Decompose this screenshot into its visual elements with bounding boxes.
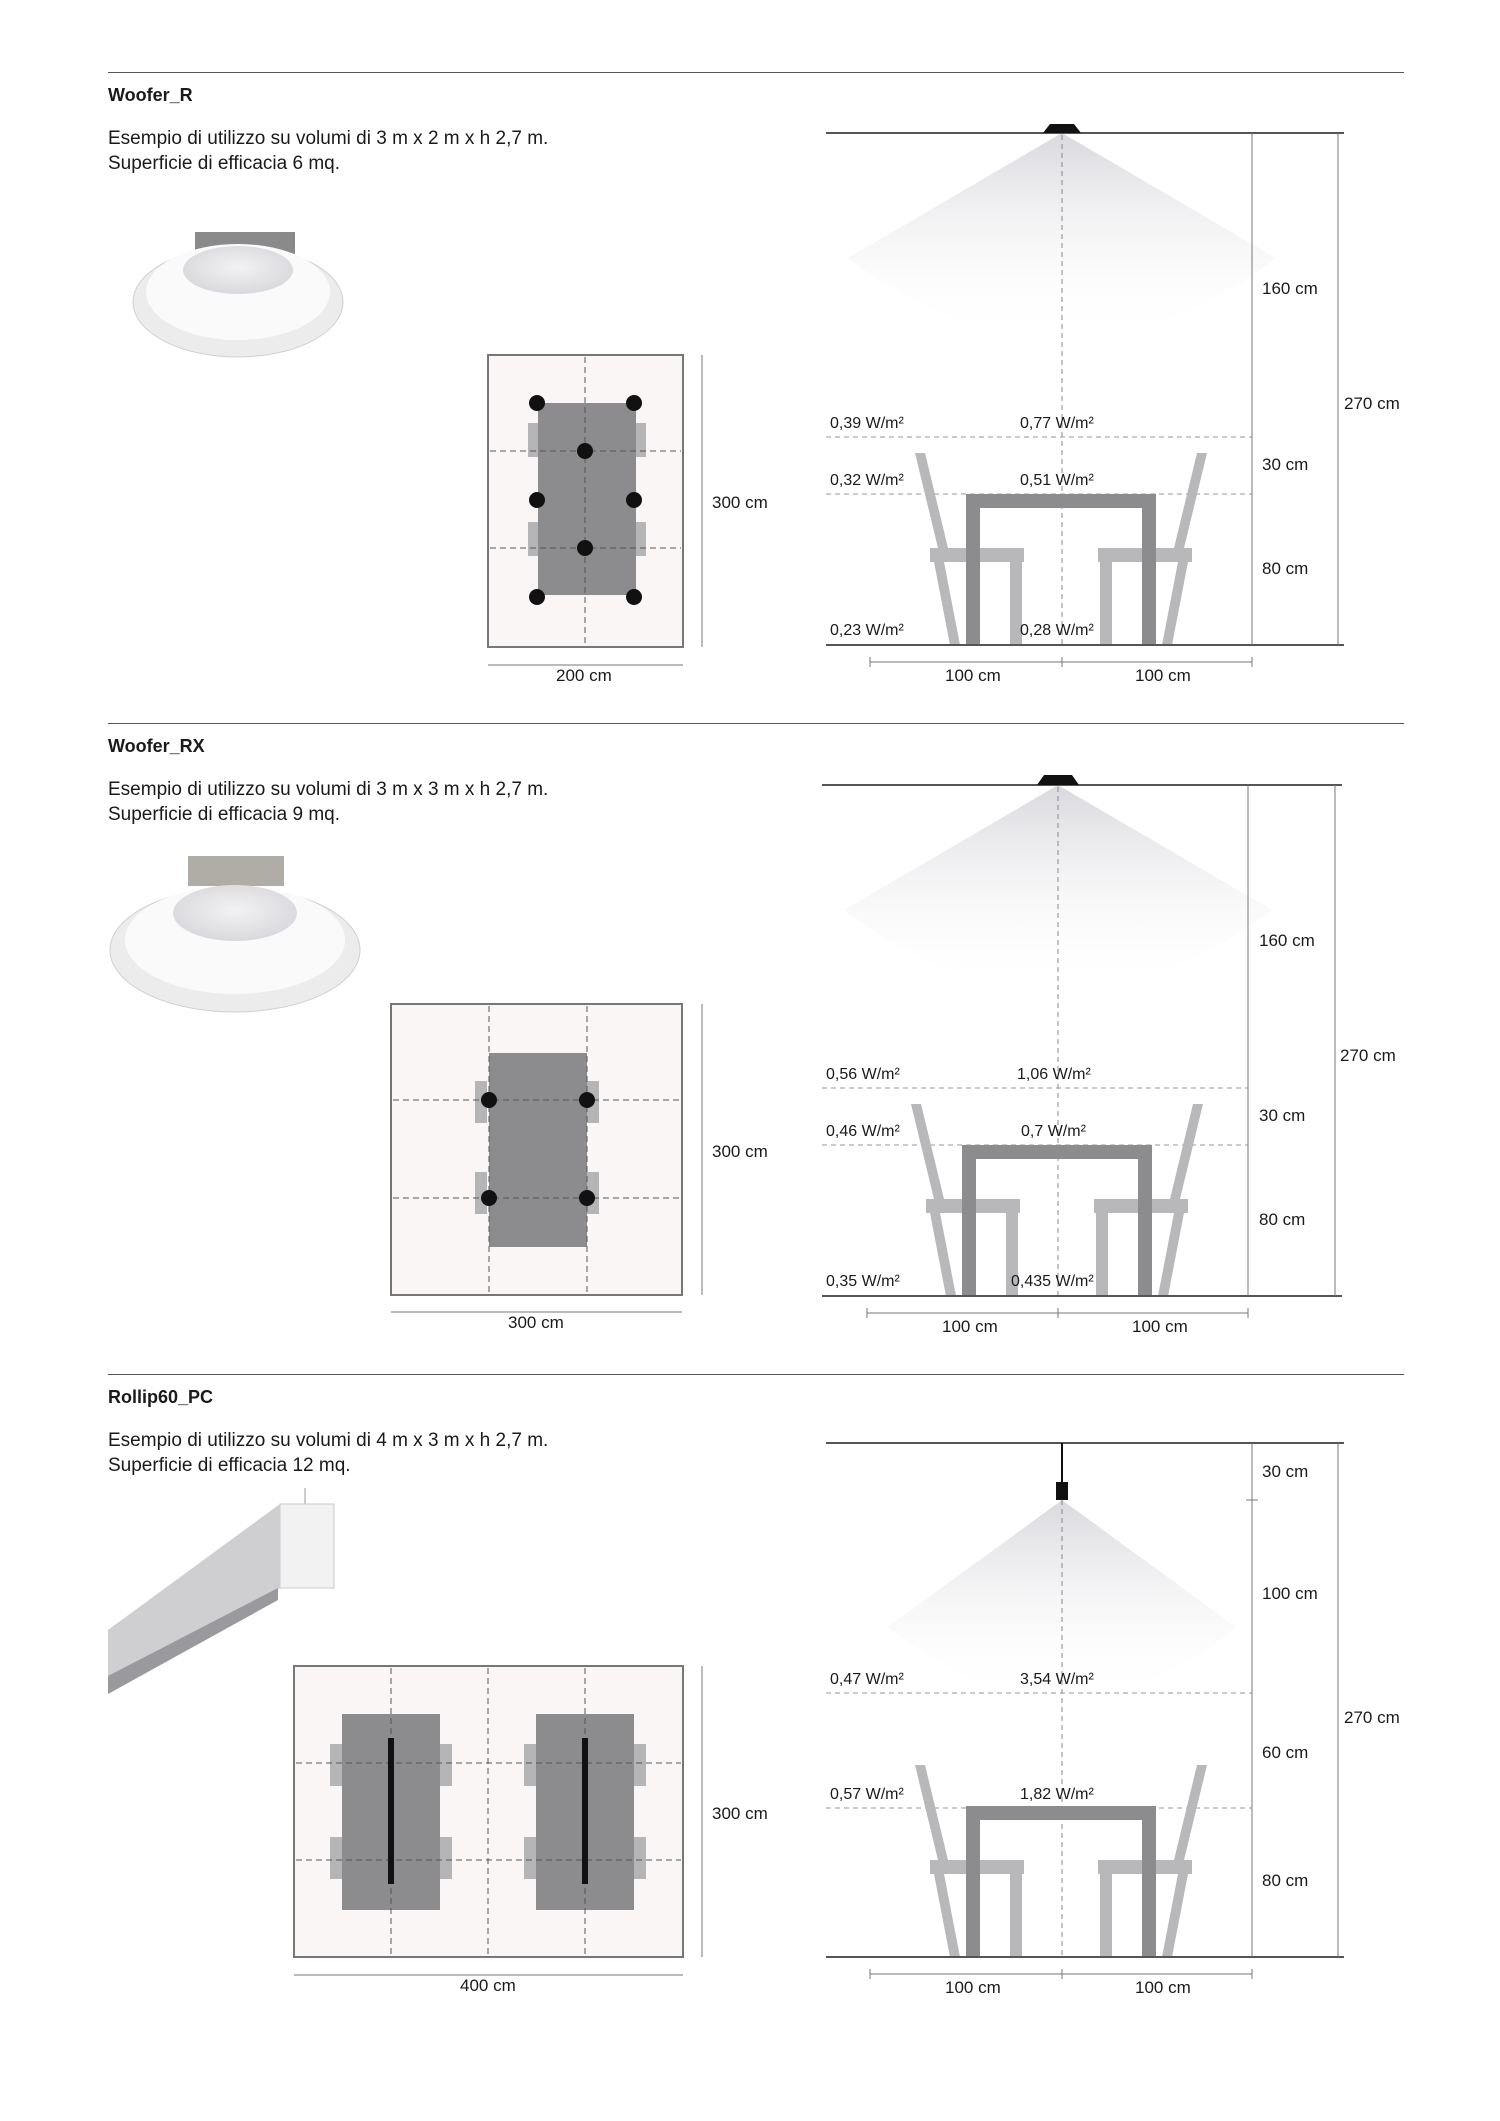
height-dimension-4: 80 cm: [1262, 1871, 1309, 1890]
efficacy-surface: Superficie di efficacia 12 mq.: [108, 1455, 351, 1476]
width-dimension-1: 100 cm: [942, 1317, 998, 1336]
reading-table-left: 0,57 W/m²: [830, 1786, 904, 1803]
reading-upper-mid: 3,54 W/m²: [1020, 1671, 1094, 1688]
total-height-label: 270 cm: [1344, 394, 1400, 413]
reading-floor-left: 0,23 W/m²: [830, 622, 904, 639]
efficacy-surface: Superficie di efficacia 9 mq.: [108, 804, 340, 825]
reading-upper-left: 0,56 W/m²: [826, 1066, 900, 1083]
reading-table-mid: 0,7 W/m²: [1021, 1123, 1086, 1140]
height-dimension-1: 160 cm: [1262, 279, 1318, 298]
reading-upper-left: 0,47 W/m²: [830, 1671, 904, 1688]
reading-upper-mid: 1,06 W/m²: [1017, 1066, 1091, 1083]
product-title: Woofer_RX: [108, 736, 205, 756]
reading-table-left: 0,46 W/m²: [826, 1123, 900, 1140]
plan-depth-label: 300 cm: [712, 493, 768, 512]
height-dimension-3: 80 cm: [1262, 559, 1309, 578]
product-title: Woofer_R: [108, 85, 193, 105]
reading-floor-mid: 0,28 W/m²: [1020, 622, 1094, 639]
total-height-label: 270 cm: [1344, 1708, 1400, 1727]
total-height-label: 270 cm: [1340, 1046, 1396, 1065]
width-dimension-2: 100 cm: [1135, 1978, 1191, 1997]
reading-table-mid: 0,51 W/m²: [1020, 472, 1094, 489]
reading-table-mid: 1,82 W/m²: [1020, 1786, 1094, 1803]
plan-depth-label: 300 cm: [712, 1804, 768, 1823]
plan-width-label: 300 cm: [508, 1313, 564, 1332]
width-dimension-1: 100 cm: [945, 666, 1001, 685]
height-dimension-1: 160 cm: [1259, 931, 1315, 950]
usage-description: Esempio di utilizzo su volumi di 3 m x 3 m x h 2,7 m.: [108, 779, 549, 800]
plan-width-label: 200 cm: [556, 666, 612, 685]
height-dimension-1: 30 cm: [1262, 1462, 1309, 1481]
height-dimension-3: 80 cm: [1259, 1210, 1306, 1229]
efficacy-surface: Superficie di efficacia 6 mq.: [108, 153, 340, 174]
reading-upper-mid: 0,77 W/m²: [1020, 415, 1094, 432]
height-dimension-3: 60 cm: [1262, 1743, 1309, 1762]
height-dimension-2: 30 cm: [1262, 455, 1309, 474]
usage-description: Esempio di utilizzo su volumi di 3 m x 2 m x h 2,7 m.: [108, 128, 549, 149]
reading-floor-left: 0,35 W/m²: [826, 1273, 900, 1290]
width-dimension-1: 100 cm: [945, 1978, 1001, 1997]
height-dimension-2: 30 cm: [1259, 1106, 1306, 1125]
product-title: Rollip60_PC: [108, 1387, 214, 1407]
plan-depth-label: 300 cm: [712, 1142, 768, 1161]
height-dimension-2: 100 cm: [1262, 1584, 1318, 1603]
usage-description: Esempio di utilizzo su volumi di 4 m x 3 m x h 2,7 m.: [108, 1430, 549, 1451]
reading-table-left: 0,32 W/m²: [830, 472, 904, 489]
reading-floor-mid: 0,435 W/m²: [1011, 1273, 1094, 1290]
width-dimension-2: 100 cm: [1135, 666, 1191, 685]
width-dimension-2: 100 cm: [1132, 1317, 1188, 1336]
reading-upper-left: 0,39 W/m²: [830, 415, 904, 432]
plan-width-label: 400 cm: [460, 1976, 516, 1995]
